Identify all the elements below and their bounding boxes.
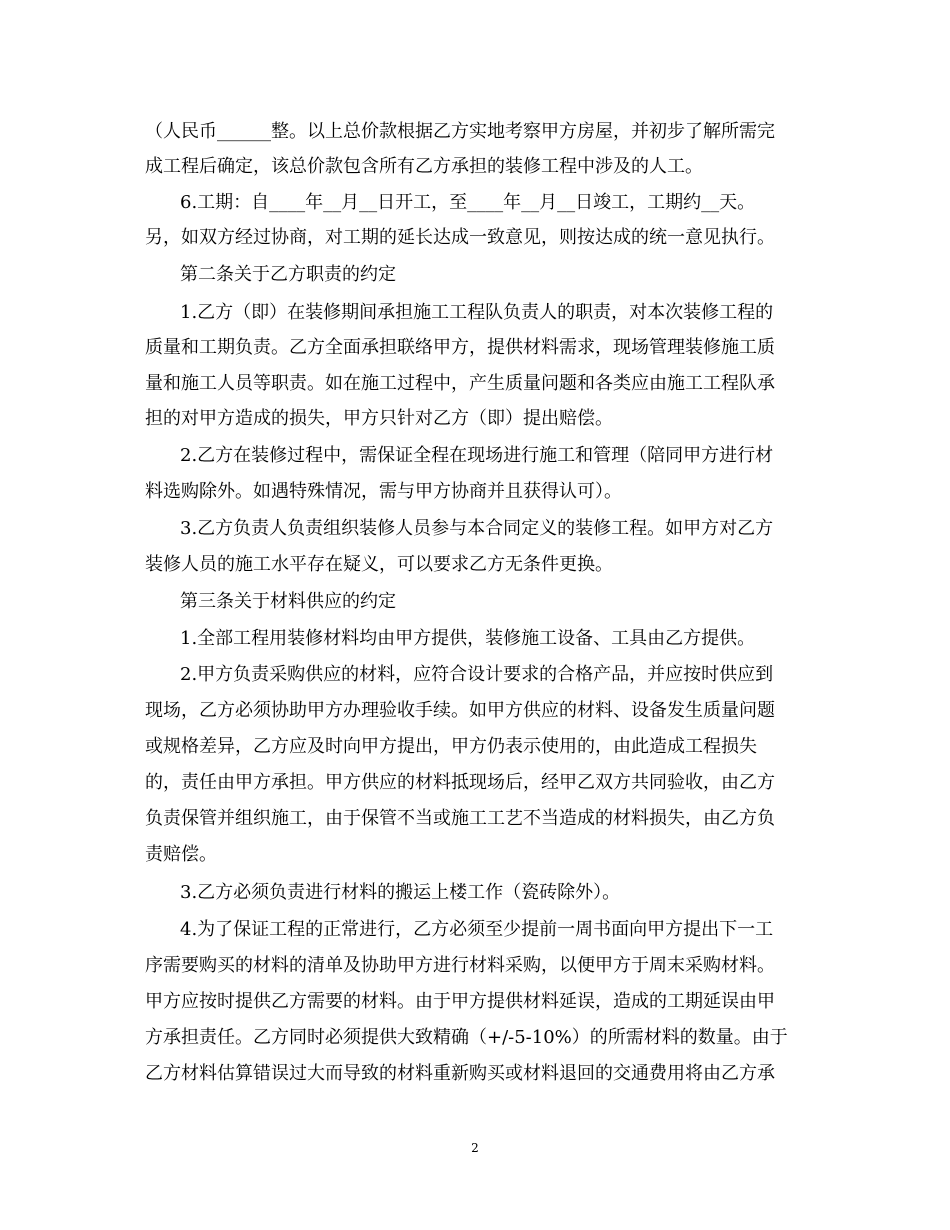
text-line: 3.乙方必须负责进行材料的搬运上楼工作（瓷砖除外）。 (180, 882, 621, 903)
text-line: 装修人员的施工水平存在疑义，可以要求乙方无条件更换。 (145, 554, 613, 575)
text-line: 责赔偿。 (145, 844, 217, 865)
text-line: 量和施工人员等职责。如在施工过程中，产生质量问题和各类应由施工工程队承 (145, 373, 775, 394)
text-line: 甲方应按时提供乙方需要的材料。由于甲方提供材料延误，造成的工期延误由甲 (145, 991, 775, 1012)
text-line: 担的对甲方造成的损失，甲方只针对乙方（即）提出赔偿。 (145, 408, 613, 429)
text-line: 另，如双方经过协商，对工期的延长达成一致意见，则按达成的统一意见执行。 (145, 227, 775, 248)
text-line: 1.全部工程用装修材料均由甲方提供，装修施工设备、工具由乙方提供。 (180, 628, 756, 649)
text-line: 料选购除外。如遇特殊情况，需与甲方协商并且获得认可）。 (145, 481, 622, 502)
text-line: 现场，乙方必须协助甲方办理验收手续。如甲方供应的材料、设备发生质量问题 (145, 700, 775, 721)
text-line: 的，责任由甲方承担。甲方供应的材料抵现场后，经甲乙双方共同验收，由乙方 (145, 772, 775, 793)
text-line: （人民币______整。以上总价款根据乙方实地考察甲方房屋，并初步了解所需完 (145, 121, 775, 142)
text-line: 乙方材料估算错误过大而导致的材料重新购买或材料退回的交通费用将由乙方承 (145, 1063, 775, 1084)
text-line: 方承担责任。乙方同时必须提供大致精确（+/-5-10%）的所需材料的数量。由于 (145, 1027, 788, 1048)
section-heading: 第二条关于乙方职责的约定 (180, 264, 396, 285)
text-line: 质量和工期负责。乙方全面承担联络甲方，提供材料需求，现场管理装修施工质 (145, 337, 775, 358)
text-line: 1.乙方（即）在装修期间承担施工工程队负责人的职责，对本次装修工程的 (180, 302, 774, 323)
page-number: 2 (471, 1141, 479, 1155)
text-line: 2.乙方在装修过程中，需保证全程在现场进行施工和管理（陪同甲方进行材 (180, 445, 774, 466)
text-line: 2.甲方负责采购供应的材料，应符合设计要求的合格产品，并应按时供应到 (180, 664, 774, 685)
section-heading: 第三条关于材料供应的约定 (180, 591, 396, 612)
text-line: 或规格差异，乙方应及时向甲方提出，甲方仍表示使用的，由此造成工程损失 (145, 736, 757, 757)
text-line: 序需要购买的材料的清单及协助甲方进行材料采购，以便甲方于周末采购材料。 (145, 955, 775, 976)
text-line: 3.乙方负责人负责组织装修人员参与本合同定义的装修工程。如甲方对乙方 (180, 518, 774, 539)
text-line: 成工程后确定，该总价款包含所有乙方承担的装修工程中涉及的人工。 (145, 156, 703, 177)
text-line: 6.工期：自____年__月__日开工，至____年__月__日竣工，工期约__天。 (180, 192, 756, 213)
text-line: 4.为了保证工程的正常进行，乙方必须至少提前一周书面向甲方提出下一工 (180, 919, 774, 940)
text-line: 负责保管并组织施工，由于保管不当或施工工艺不当造成的材料损失，由乙方负 (145, 808, 775, 829)
